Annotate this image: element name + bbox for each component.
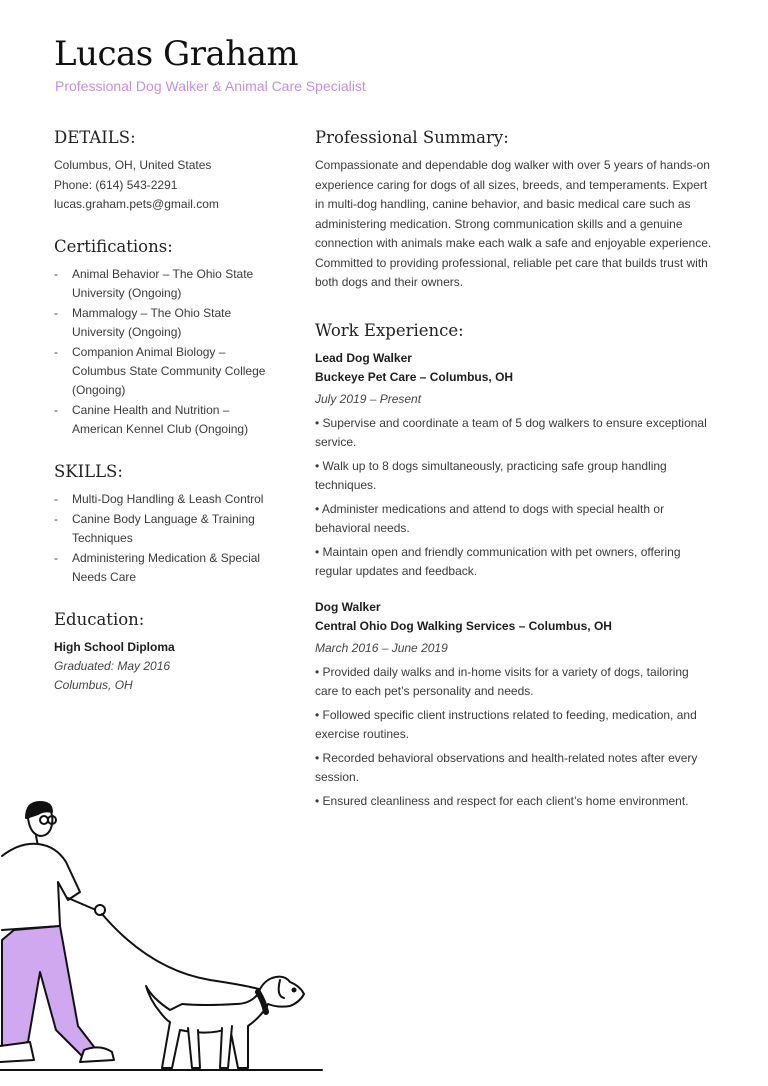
list-item: - Canine Body Language & Training Techniques [54, 511, 255, 545]
details-email: lucas.graham.pets@gmail.com [54, 197, 219, 211]
list-item: - Companion Animal Biology – Columbus State Community College (Ongoing) [54, 344, 266, 397]
leash [102, 914, 262, 990]
summary-text: Compassionate and dependable dog walker with over 5 years of hands-on experience caring for dogs of all sizes, breeds, and temperaments. Expert in multi-dog handling, canine behavior, and basic medical care such as administering medication. Strong communication skills and a genuine connection with animals make each walk a safe and enjoyable experience. Committed to providing professional, reliable pet care that builds trust with both dogs and their owners. [315, 158, 712, 289]
job-title: Dog Walker [315, 599, 381, 614]
job-dates: March 2016 – June 2019 [315, 640, 448, 655]
pants [2, 926, 98, 1058]
list-item: - Mammalogy – The Ohio State University (Ongoing) [54, 305, 232, 339]
certifications-heading: Certifications: [54, 236, 173, 256]
details-phone: Phone: (614) 543-2291 [54, 177, 178, 192]
job-title: Lead Dog Walker [315, 350, 412, 365]
shoe [0, 1042, 34, 1062]
skills-list [54, 490, 274, 587]
education-heading: Education: [54, 609, 145, 629]
details-location: Columbus, OH, United States [54, 158, 212, 172]
job-bullet: • Ensured cleanliness and respect for each client’s home environment. [315, 793, 689, 808]
job-bullet: • Administer medications and attend to dogs with special health or behavioral needs. [315, 501, 665, 535]
certifications-list [54, 265, 274, 439]
shirt [2, 844, 80, 930]
education-degree: High School Diploma [54, 639, 175, 654]
list-item: - Multi-Dog Handling & Leash Control [54, 491, 264, 506]
list-item: - Animal Behavior – The Ohio State University (Ongoing) [54, 266, 254, 300]
job-bullet: • Supervise and coordinate a team of 5 dog walkers to ensure exceptional service. [315, 415, 707, 449]
education-graduated: Graduated: May 2016 [54, 658, 171, 673]
list-item: - Administering Medication & Special Needs Care [54, 550, 261, 584]
shoe [80, 1047, 114, 1062]
job-bullet: • Walk up to 8 dogs simultaneously, practicing safe group handling techniques. [315, 458, 667, 492]
resume-name: Lucas Graham [54, 34, 299, 74]
experience-heading: Work Experience: [315, 320, 464, 340]
dog-walker-illustration [0, 790, 330, 1086]
details-heading: DETAILS: [54, 128, 136, 147]
job-company: Buckeye Pet Care – Columbus, OH [315, 369, 514, 384]
job-dates: July 2019 – Present [315, 391, 422, 406]
job-entry [315, 598, 715, 811]
education-location: Columbus, OH [54, 677, 133, 692]
job-bullet: • Maintain open and friendly communication with pet owners, offering regular updates and feedback. [315, 544, 681, 578]
resume-subtitle: Professional Dog Walker & Animal Care Specialist [55, 78, 366, 94]
job-entry [315, 349, 715, 581]
job-bullet: • Provided daily walks and in-home visits for a variety of dogs, tailoring care to each pet’s personality and needs. [315, 664, 689, 698]
list-item: - Canine Health and Nutrition – American Kennel Club (Ongoing) [54, 402, 249, 436]
job-company: Central Ohio Dog Walking Services – Columbus, OH [315, 618, 612, 633]
hand [95, 905, 105, 915]
skills-heading: SKILLS: [54, 461, 123, 481]
summary-heading: Professional Summary: [315, 128, 509, 147]
job-bullet: • Followed specific client instructions related to feeding, medication, and exercise routines. [315, 707, 697, 741]
left-column [54, 128, 274, 695]
right-column [315, 128, 715, 816]
job-bullet: • Recorded behavioral observations and health-related notes after every session. [315, 750, 698, 784]
